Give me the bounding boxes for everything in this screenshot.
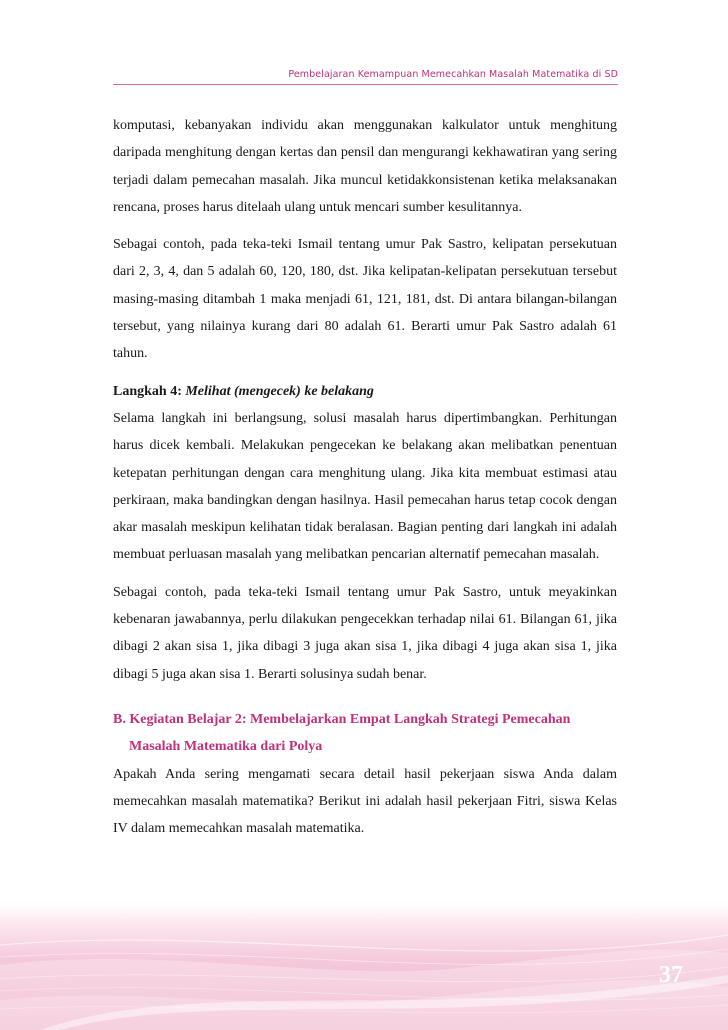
paragraph-computation: komputasi, kebanyakan individu akan menggunakan kalkulator untuk menghitung daripada menghitung dengan kertas dan pensil dan mengurangi kekhawatiran yang sering terjadi dalam pemecahan masalah. Jika muncul ketidakkonsistenan ketika melaksanakan rencana, proses harus ditelaah ulang untuk mencari sumber kesulitannya. — [113, 118, 617, 215]
step-4-title: Melihat (mengecek) ke belakang — [185, 383, 374, 399]
footer-swoosh-graphic — [0, 905, 728, 1030]
paragraph-example-check: Sebagai contoh, pada teka-teki Ismail tentang umur Pak Sastro, untuk meyakinkan kebenaran jawabannya, perlu dilakukan pengecekkan terhadap nilai 61. Bilangan 61, jika dibagi 2 akan sisa 1, jika dibagi 3 juga akan sisa 1, jika dibagi 4 juga akan sisa 1, jika dibagi 5 juga akan sisa 1. Berarti solusinya sudah benar. — [113, 584, 617, 682]
section-b-line-1: B. Kegiatan Belajar 2: Membelajarkan Empat Langkah Strategi Pemecahan — [113, 711, 571, 727]
section-b-line-2: Masalah Matematika dari Polya — [129, 739, 323, 755]
paragraph-example-age: Sebagai contoh, pada teka-teki Ismail tentang umur Pak Sastro, kelipatan persekutuan dari 2, 3, 4, dan 5 adalah 60, 120, 180, dst. Jika kelipatan-kelipatan persekutuan tersebut masing-masing ditambah 1 maka menjadi 61, 121, 181, dst. Di antara bilangan-bilangan tersebut, yang nilainya kurang dari 80 adalah 61. Berarti umur Pak Sastro adalah 61 tahun. — [113, 237, 617, 362]
paragraph-observe-student: Apakah Anda sering mengamati secara detail hasil pekerjaan siswa Anda dalam memecahkan masalah matematika? Berikut ini adalah hasil pekerjaan Fitri, siswa Kelas IV dalam memecahkan masalah matematika. — [113, 766, 617, 837]
paragraph-look-back: Selama langkah ini berlangsung, solusi masalah harus dipertimbangkan. Perhitungan harus dicek kembali. Melakukan pengecekan ke belakang akan melibatkan penentuan ketepatan perhitungan dengan cara menghitung ulang. Jika kita membuat estimasi atau perkiraan, maka bandingkan dengan hasilnya. Hasil pemecahan harus tetap cocok dengan akar masalah meskipun kelihatan tidak beralasan. Bagian penting dari langkah ini adalah membuat perluasan masalah yang melibatkan pencarian alternatif pemecahan masalah. — [113, 410, 617, 563]
running-header: Pembelajaran Kemampuan Memecahkan Masalah Matematika di SD — [288, 69, 618, 80]
header-rule — [113, 84, 618, 85]
step-4-heading — [113, 378, 617, 405]
page-number: 37 — [659, 962, 683, 988]
page-content — [113, 112, 617, 852]
section-b-heading — [113, 706, 617, 761]
footer-decoration — [0, 905, 728, 1030]
step-4-label: Langkah 4: — [113, 383, 182, 399]
